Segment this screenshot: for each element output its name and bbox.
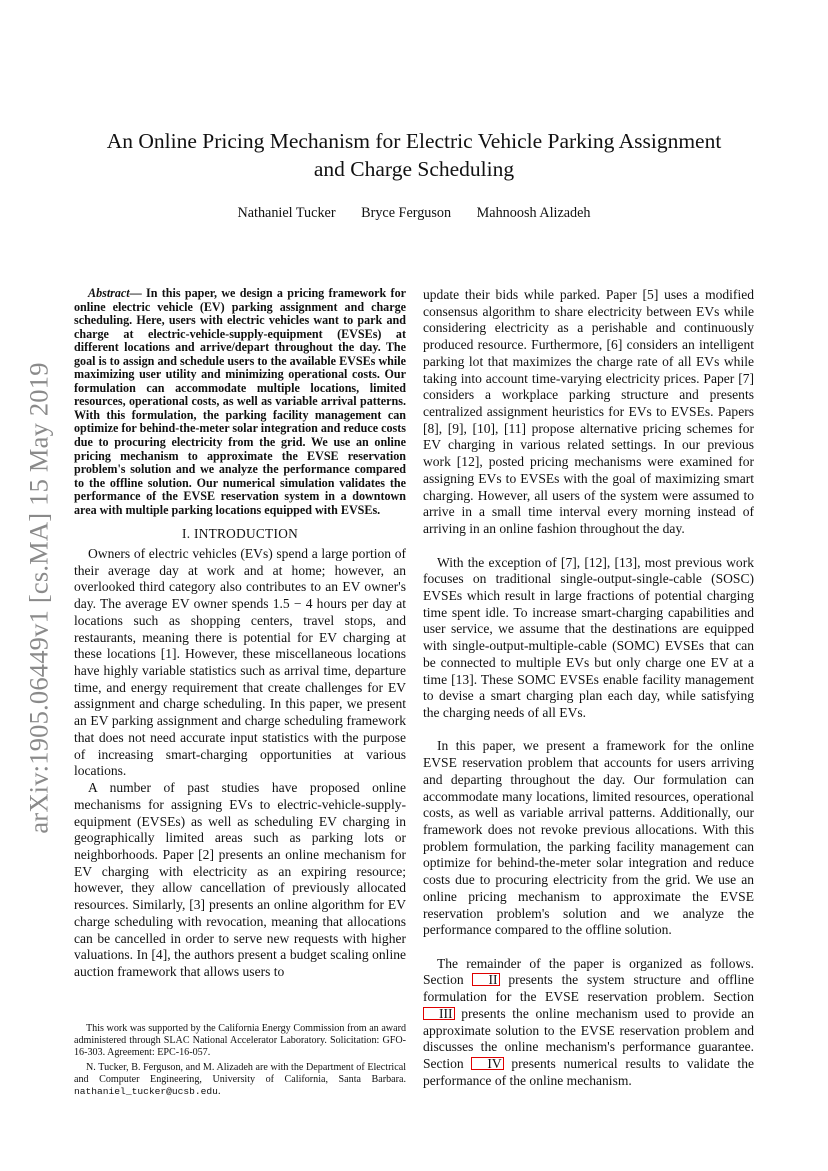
footnote-affiliation bbox=[74, 1062, 406, 1098]
right-column bbox=[423, 287, 754, 1090]
paper-title bbox=[70, 127, 758, 183]
footnote-end: . bbox=[217, 1086, 221, 1097]
title-line-1: An Online Pricing Mechanism for Electric Vehicle Parking Assignment bbox=[106, 129, 722, 153]
author-2: Bryce Ferguson bbox=[361, 205, 452, 221]
footnote-affiliation-text: N. Tucker, B. Ferguson, and M. Alizadeh are with the Department of Electrical and Computer Engineering, University of California, Santa Barbara. bbox=[74, 1062, 406, 1085]
p4-text-c: presents the online mechanism used to provide an approximate solution to the EVSE reservation problem and discusses the online mechanism's performance guarantee. Section bbox=[423, 1005, 754, 1072]
author-3: Mahnoosh Alizadeh bbox=[476, 205, 591, 221]
p4-text-d: presents numerical results to validate the performance of the online mechanism. bbox=[423, 1056, 754, 1088]
footnote-funding: This work was supported by the California Energy Commission from an award administered through SLAC National Accelerator Laboratory. Solicitation: GFO-16-303. Agreement: EPC-16-057. bbox=[74, 1023, 406, 1058]
abstract bbox=[74, 287, 406, 517]
author-list bbox=[70, 205, 758, 222]
arxiv-side-identifier bbox=[18, 345, 60, 850]
left-column bbox=[74, 287, 406, 981]
abstract-label: Abstract bbox=[88, 286, 130, 300]
author-email[interactable]: nathaniel_tucker@ucsb.edu bbox=[74, 1086, 218, 1097]
section-heading-introduction: I. INTRODUCTION bbox=[181, 526, 299, 542]
section-link-iii[interactable]: III bbox=[423, 1007, 455, 1020]
abstract-text: — In this paper, we design a pricing framework for online electric vehicle (EV) parking assignment and charge scheduling. Here, users with electric vehicles want to park and charge at electric-vehicle-supply-equipment (EVSEs) at different locations and arrive/depart throughout the day. The goal is to assign and schedule users to the available EVSEs while maximizing user utility and minimizing operational costs. Our formulation can accommodate multiple locations, limited resources, operational costs, as well as variable arrival patterns. With this formulation, the parking facility management can optimize for behind-the-meter solar integration and reduce costs due to procuring electricity from the grid. We use an online pricing mechanism to approximate the EVSE reservation problem's solution and we analyze the performance compared to the offline solution. Our numerical simulation validates the performance of the EVSE reservation system in a downtown area with multiple parking locations equipped with EVSEs. bbox=[74, 286, 406, 517]
author-1: Nathaniel Tucker bbox=[237, 205, 336, 221]
right-paragraph-2: With the exception of [7], [12], [13], most previous work focuses on traditional single-output-single-cable (SOSC) EVSEs which result in large fractions of potential charging time spent idle. To increase smart-charging capabilities and user service, we assume that the destinations are equipped with single-output-multiple-cable (SOMC) EVSEs that can be connected to multiple EVs but only charge one EV at a time [13]. These SOMC EVSEs enable facility management to devise a smart charging plan each day, while satisfying the charging needs of all EVs. bbox=[423, 554, 754, 720]
intro-paragraph-2: A number of past studies have proposed online mechanisms for assigning EVs to electric-vehicle-supply-equipment (EVSEs) as well as scheduling EV charging in geographically limited areas such as parking lots or neighborhoods. Paper [2] presents an online mechanism for EV charging with electricity as an expiring resource; however, they allow cancellation of previously allocated resources. Similarly, [3] presents an online algorithm for EV charge scheduling with revocation, meaning that allocations can be cancelled in order to serve new requests with higher valuations. In [4], the authors present a budget scaling online auction framework that allows users to bbox=[74, 780, 406, 979]
arxiv-id-text: arXiv:1905.06449v1 [cs.MA] 15 May 2019 bbox=[23, 361, 54, 834]
section-link-iv[interactable]: IV bbox=[471, 1057, 503, 1070]
footnotes bbox=[74, 1023, 406, 1101]
p4-text-b: presents the system structure and offline formulation for the EVSE reservation problem. Section bbox=[423, 972, 754, 1005]
intro-paragraph-1: Owners of electric vehicles (EVs) spend a large portion of their average day at work and at home; however, an overlooked third category also contributes to an EV owner's day. The average EV owner spends 1.5 − 4 hours per day at locations such as shopping centers, travel stops, and restaurants, meaning there is potential for EV charging at these locations [1]. However, these miscellaneous locations have highly variable statistics such as arrival time, departure time, and energy requirement that create challenges for EV assignment and charge scheduling. In this paper, we present an EV parking assignment and charge scheduling framework that does not need accurate input statistics with the purpose of increasing smart-charging opportunities at various locations. bbox=[74, 546, 406, 779]
section-link-ii[interactable]: II bbox=[472, 973, 499, 986]
right-paragraph-3: In this paper, we present a framework for the online EVSE reservation problem that accounts for users arriving and departing throughout the day. Our formulation can accommodate many locations, limited resources, operational costs, as well as variable arrival patterns. Additionally, our framework does not revoke previous allocations. With this problem formulation, the parking facility management can optimize for behind-the-meter solar integration and reduce costs due to procuring electricity from the grid. We use an online pricing mechanism to approximate the EVSE reservation problem's solution and we analyze the performance compared to the offline solution. bbox=[423, 738, 754, 938]
right-paragraph-4 bbox=[423, 956, 754, 1090]
right-paragraph-1: update their bids while parked. Paper [5] uses a modified consensus algorithm to share electricity between EVs while considering electricity as a perishable and continuously produced resource. Furthermore, [6] considers an intelligent parking lot that maximizes the charge rate of all EVs while taking into account time-varying electricity prices. Paper [7] considers a workplace parking structure and presents centralized assignment heuristics for EVs to EVSEs. Papers [8], [9], [10], [11] propose alternative pricing schemes for EV charging in various related settings. In our previous work [12], posted pricing mechanisms were examined for assigning EVs to EVSEs with the goal of maximizing smart charging. However, all users of the system were assumed to arrive in a small time interval every morning instead of arriving in an online fashion throughout the day. bbox=[423, 287, 754, 537]
p4-text-a: The remainder of the paper is organized as follows. Section bbox=[423, 955, 754, 988]
title-line-2: and Charge Scheduling bbox=[313, 157, 515, 181]
